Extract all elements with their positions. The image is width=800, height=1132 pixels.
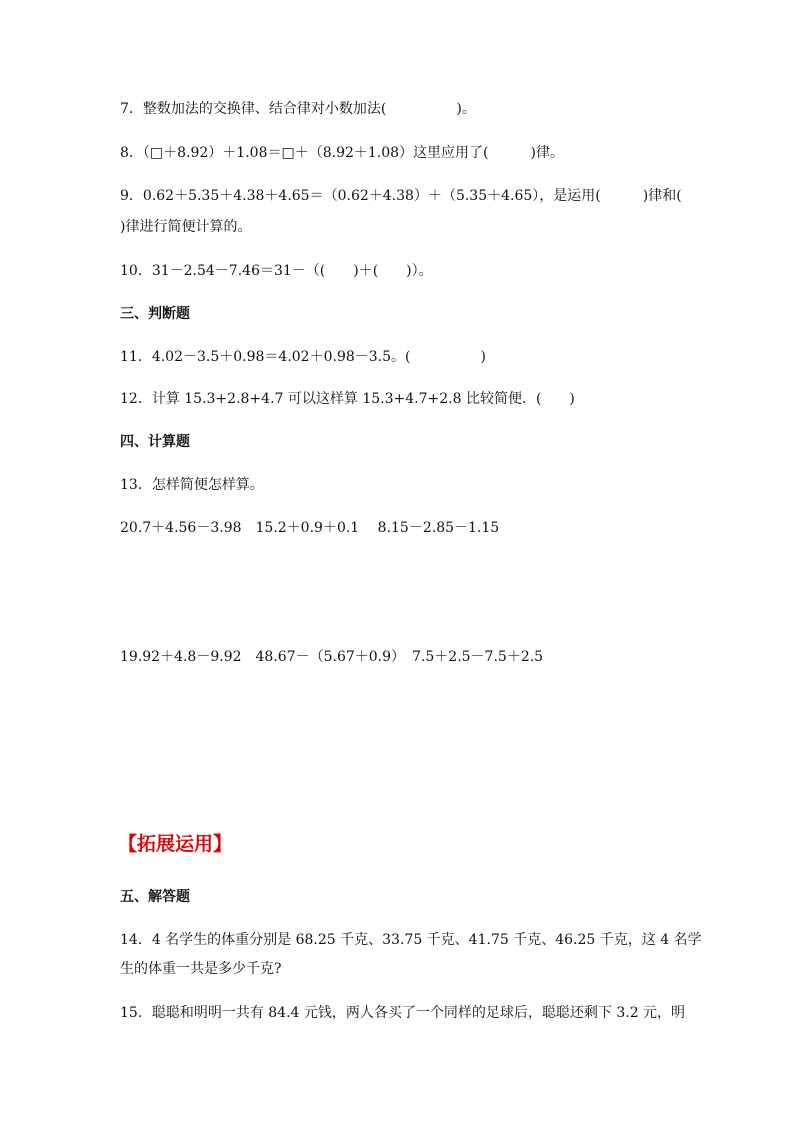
- question-11: 11．4.02－3.5＋0.98＝4.02＋0.98－3.5。( ): [120, 349, 486, 365]
- section-title-judgement: 三、判断题: [120, 306, 190, 322]
- question-8: 8．（□＋8.92）＋1.08＝□＋（8.92＋1.08）这里应用了( )律。: [120, 145, 564, 161]
- question-15: 15．聪聪和明明一共有 84.4 元钱，两人各买了一个同样的足球后，聪聪还剩下 3.2 元，明: [120, 1005, 686, 1021]
- question-14-line-2: 生的体重一共是多少千克?: [120, 961, 282, 977]
- question-13: 13．怎样简便怎样算。: [120, 477, 264, 493]
- question-14-line-1: 14．4 名学生的体重分别是 68.25 千克、33.75 千克、41.75 千克、46.25 千克，这 4 名学: [120, 932, 702, 948]
- question-9-line-2: )律进行简便计算的。: [120, 219, 252, 235]
- question-13-row-2: 19.92＋4.8－9.92 48.67－（5.67＋0.9） 7.5＋2.5－7.5＋2.5: [120, 649, 544, 665]
- question-10: 10．31－2.54－7.46＝31－（( )＋( )）。: [120, 263, 433, 279]
- extend-application-heading: 【拓展运用】: [118, 833, 233, 855]
- question-13-row-1: 20.7＋4.56－3.98 15.2＋0.9＋0.1 8.15－2.85－1.15: [120, 520, 500, 536]
- section-title-answer: 五、解答题: [120, 889, 190, 905]
- question-9-line-1: 9．0.62＋5.35＋4.38＋4.65＝（0.62＋4.38）＋（5.35＋4.65），是运用( )律和(: [120, 188, 682, 204]
- section-title-calculation: 四、计算题: [120, 434, 190, 450]
- question-12: 12．计算 15.3+2.8+4.7 可以这样算 15.3+4.7+2.8 比较简便．( ): [120, 391, 575, 407]
- question-7: 7．整数加法的交换律、结合律对小数加法( )。: [120, 101, 476, 117]
